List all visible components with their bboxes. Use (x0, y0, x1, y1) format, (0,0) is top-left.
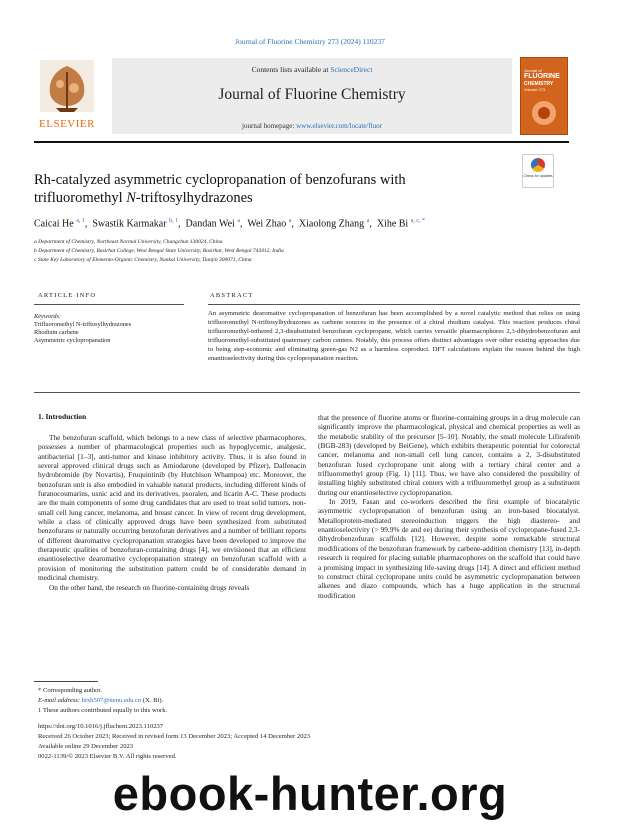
keyword: Trifluoromethyl N-triftosylhydrazones (34, 321, 132, 328)
keyword: Asymmetric cyclopropanation (34, 337, 111, 344)
cover-title (524, 73, 560, 88)
body-column-right (318, 413, 580, 600)
keywords-block (34, 313, 184, 345)
body-paragraph: The benzofuran scaffold, which belongs to a new class of selective pharmacophores, possesses a number of pharmacological properties such as hypoglycemic, analgesic, antibacterial [1–3], anti-tumor and kinase inhibitory activity. Thus, it is also found in several approved clinical drugs such as Amiodarone (developed by Pfizer), Dalfenacin hydrobromide (by Novartis), Fruquintinib (by Hutchison Whampoa) etc. Moreover, the benzofuran unit is also embodied in valuable natural products, including different kinds of furanocoumarins, usnic acid and its derivatives, psoralen, and licarin A-C. These products are the main components of some drug candidates that are used to treat solid tumors, non-small cell lung cancer, melanoma, and breast cancer. In view of recent drug development, while a class of clinically approved drugs have been synthesized from substituted benzofurans or naturally occurring benzofuran derivatives and a number of brilliant reports of different dearomative cyclopropanation strategies have been developed to improve the therapeutic qualities of benzofuran-containing drugs [4], we envisioned that an efficient enantioselective dearomative cyclopropanation strategy on benzofuran scaffold with a provision of monitoring the substitution pattern could be of considerable demand in medicinal chemistry. (38, 433, 306, 583)
author-sup[interactable]: b, 1 (169, 218, 179, 224)
keyword: Rhodium carbene (34, 329, 79, 336)
email-link[interactable]: bixh507@nenu.edu.cn (81, 697, 142, 704)
homepage-prefix: journal homepage: (242, 122, 297, 130)
header-rule (34, 141, 569, 143)
sciencedirect-link[interactable]: ScienceDirect (330, 65, 373, 74)
author-sup[interactable]: a (366, 218, 370, 224)
affiliation-a: a Department of Chemistry, Northeast Normal University, Changchun 130024, China (34, 239, 223, 245)
author-name[interactable]: Xihe Bi (376, 218, 409, 230)
elsevier-logo (34, 58, 100, 130)
article-info-rule (34, 304, 184, 305)
body-paragraph: that the presence of fluorine atoms or fluorine-containing groups in a drug molecule can significantly improve the pharmacological, physical and chemical properties as well as the metabolic stability of the precursor [5–10]. Notably, the small molecule Lifirafenib (BGB-283) (developed by BeiGene), which exhibits therapeutic potential for colorectal cancer, melanoma and non-small cell lung cancer, contains a 2, 3-disubstituted benzofuran fused cyclopropane unit along with a tertiary chiral center and a trifluoromethyl group (Fig. 1) [11]. Thus, we have also considered the possibility of installing highly substituted chiral centers with a trifluoromethyl group as a substituent during our enantioselective cyclopropanation. (318, 413, 580, 497)
abstract-heading: ABSTRACT (210, 292, 254, 299)
received-dates: Received 26 October 2023; Received in revised form 13 December 2023; Accepted 14 December 2023 (38, 733, 311, 740)
corresponding-author-note: * Corresponding author. (38, 687, 102, 694)
doi-link[interactable]: https://doi.org/10.1016/j.jfluchem.2023.110237 (38, 723, 164, 730)
section-heading-introduction: 1. Introduction (38, 412, 87, 421)
author-list: Caicai He $^{a, 1}$, Swastik Karmakar $^{b, 1}$, Dandan Wei $^a$, Wei Zhao $^a$, Xiaolong Zhang $^a$, Xihe Bi $^{a, c, *}$ (34, 218, 426, 230)
abstract-text (208, 310, 580, 364)
author-sup[interactable]: a (237, 218, 240, 224)
author-sup[interactable]: a, 1 (76, 218, 85, 224)
article-info-heading: ARTICLE INFO (38, 292, 97, 299)
check-updates-label: Check for updates (523, 174, 553, 178)
cover-title-1: FLUORINE (524, 73, 560, 80)
crossmark-icon (531, 158, 545, 172)
check-for-updates-button[interactable] (522, 154, 554, 188)
cover-art (525, 98, 563, 128)
cover-title-2: CHEMISTRY (524, 81, 554, 87)
author-name[interactable]: Wei Zhao (247, 218, 287, 230)
journal-cover (520, 57, 568, 135)
keywords-label: Keywords: (34, 313, 62, 320)
homepage-link[interactable]: www.elsevier.com/locate/fluor (296, 122, 382, 130)
contents-line (112, 65, 512, 74)
title-line-2c: -triftosylhydrazones (135, 190, 253, 206)
author-name[interactable]: Xiaolong Zhang (298, 218, 365, 230)
body-column-left (38, 433, 306, 592)
author-name[interactable]: Caicai He (34, 218, 74, 230)
available-online: Available online 29 December 2023 (38, 743, 134, 750)
title-line-2b: N (126, 190, 136, 206)
contents-prefix: Contents lists available at (251, 65, 331, 74)
footnote-rule (34, 681, 98, 682)
publisher-logo-text: ELSEVIER (39, 118, 95, 130)
email-label: E-mail address: (38, 697, 82, 704)
email-note (38, 697, 163, 704)
cover-top-text: Journal of (524, 68, 542, 73)
affiliation-b: b Department of Chemistry, Basirhat College, West Bengal State University, Basirhat, West Bengal 743412, India (34, 248, 284, 254)
copyright: 0022-1139/© 2023 Elsevier B.V. All rights reserved. (38, 753, 177, 760)
abstract-paragraph: An asymmetric dearomative cyclopropanation of benzofuran has been accomplished by a novel catalytic method that relies on using trifluoromethyl N-triftosylhydrazones as carbene sources in the presence of a chiral rhodium catalyst. This reaction produces chiral trifluoromethyl-tethered 2,3-disubstituted benzofuran cyclopropane, which carries versatile pharmacophores 2,3-dihydrobenzofuran and trifluoromethyl-substituted quaternary carbon centers. Notably, this process offers distinct advantages over other existing approaches due to being step-economic and eliminating green-gas N2 as a harmless coproduct. DFT calculations explain the reason behind the high enantioselectivity during this cyclopropanation reaction. (208, 310, 580, 362)
title-line-1: Rh-catalyzed asymmetric cyclopropanation of benzofurans with (34, 172, 406, 188)
equal-contribution-note: 1 These authors contributed equally to this work. (38, 707, 168, 714)
watermark-text: ebook-hunter.org (112, 767, 508, 820)
journal-name: Journal of Fluorine Chemistry (218, 86, 406, 103)
abstract-rule-top (208, 304, 580, 305)
title-line-2a: trifluoromethyl (34, 190, 127, 206)
journal-reference-link[interactable]: Journal of Fluorine Chemistry 273 (2024) 110237 (235, 37, 385, 46)
cover-volume: Volume 273 (524, 87, 546, 92)
homepage-line (112, 122, 512, 130)
author-name[interactable]: Swastik Karmakar (92, 218, 167, 230)
author-sup[interactable]: a, c, * (410, 218, 426, 224)
body-paragraph: In 2019, Fasan and co-workers described the first example of biocatalytic asymmetric cyclopropanation of benzofuran using an iron-based biocatalyst. Metalloprotein-mediated stereoinduction triggers the high diastereo- and enantioselectivity (> 99.9% de and ee) during their synthesis of cyclopropane-fused 2,3-dihydrobenzofuran scaffolds [12]. However, despite some remarkable structural modifications of the benzofuran framework by carbene-addition chemistry [13], in-depth research is required for placing suitable pharmacophores on the scaffold that could have a promising impact in synthesizing life-saving drugs [14]. A direct and efficient method to construct chiral cyclopropane units could be asymmetric cyclopropanation between alkenes and diazo compounds, which has a huge application in the structural modification (318, 497, 580, 600)
body-paragraph: On the other hand, the research on fluorine-containing drugs reveals (49, 582, 250, 592)
author-sup[interactable]: a (288, 218, 292, 224)
abstract-rule-bottom (34, 392, 580, 393)
email-suffix: (X. Bi). (141, 697, 164, 704)
author-name[interactable]: Dandan Wei (185, 218, 235, 230)
affiliation-c: c State Key Laboratory of Elemento-Organic Chemistry, Nankai University, Tianjin 300071, China (34, 257, 252, 263)
article-title (34, 171, 494, 207)
